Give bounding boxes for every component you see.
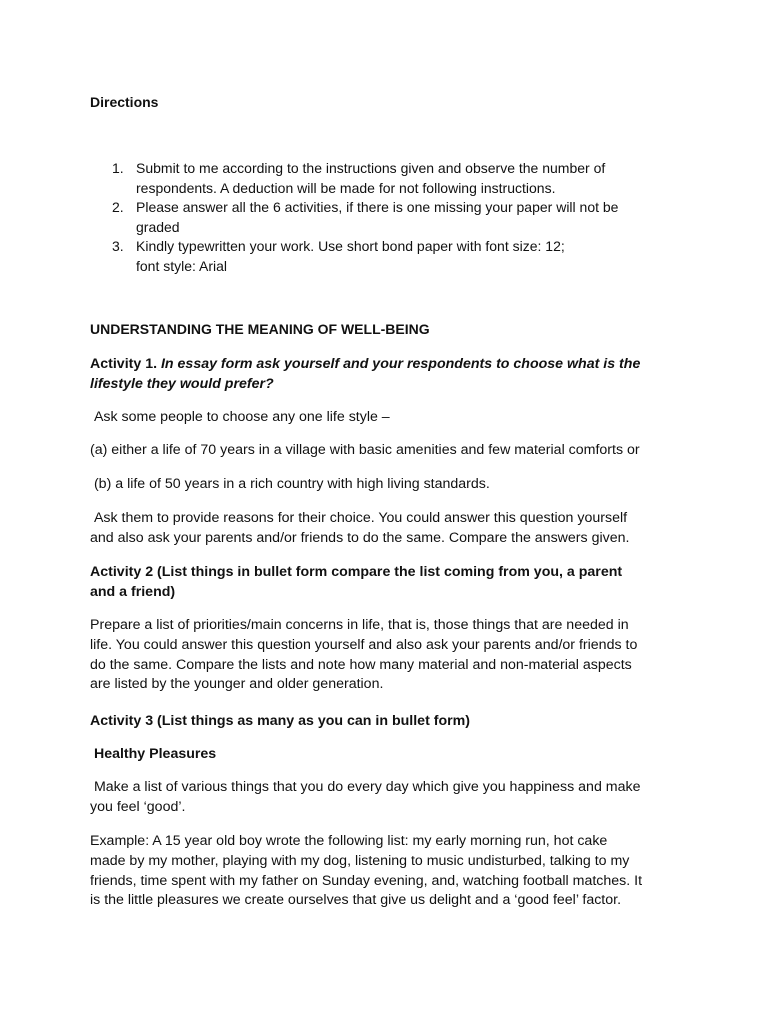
directions-item-1 bbox=[90, 159, 690, 198]
activity-3-title: Activity 3 (List things as many as you can in bullet form) bbox=[90, 713, 470, 729]
directions-item-number: 2. bbox=[112, 199, 124, 215]
activity-1-title bbox=[90, 354, 690, 394]
directions-item-number: 3. bbox=[112, 238, 124, 254]
activity-1-instruction-cont: lifestyle they would prefer? bbox=[90, 376, 274, 392]
section-title: UNDERSTANDING THE MEANING OF WELL-BEING bbox=[90, 321, 430, 337]
activity-3-subtitle: Healthy Pleasures bbox=[93, 746, 217, 762]
directions-item-line: Kindly typewritten your work. Use short bond paper with font size: 12; bbox=[136, 238, 565, 254]
activity-3-paragraph-1: Make a list of various things that you do every day which give you happiness and make you feel ‘good’. bbox=[90, 779, 641, 815]
activity-1-paragraph-3: (b) a life of 50 years in a rich country with high living standards. bbox=[93, 476, 490, 492]
directions-heading: Directions bbox=[90, 94, 159, 110]
directions-item-line: Submit to me according to the instructions given and observe the number of bbox=[136, 160, 606, 176]
directions-item-line: font style: Arial bbox=[136, 257, 228, 274]
directions-item-number: 1. bbox=[112, 160, 124, 176]
activity-1-paragraph-2: (a) either a life of 70 years in a village with basic amenities and few material comforts or bbox=[90, 442, 640, 458]
directions-item-line: respondents. A deduction will be made for not following instructions. bbox=[136, 179, 556, 196]
activity-3-paragraph-2: Example: A 15 year old boy wrote the following list: my early morning run, hot cake made by my mother, playing with my dog, listening to music undisturbed, talking to my friends, time spent with my father on Sunday evening, and, watching football matches. It is the little pleasures we create ourselves that give us delight and a ‘good feel’ factor. bbox=[90, 833, 643, 909]
activity-2-title: Activity 2 (List things in bullet form compare the list coming from you, a parent and a friend) bbox=[90, 564, 623, 600]
directions-item-line: Please answer all the 6 activities, if there is one missing your paper will not be bbox=[136, 199, 619, 215]
activity-1-paragraph-1: Ask some people to choose any one life style – bbox=[93, 409, 390, 425]
activity-1-paragraph-4: Ask them to provide reasons for their choice. You could answer this question yourself and also ask your parents and/or friends to do the same. Compare the answers given. bbox=[90, 510, 630, 546]
directions-item-2 bbox=[90, 198, 690, 237]
directions-item-line: graded bbox=[136, 218, 180, 235]
activity-1-label: Activity 1. bbox=[90, 356, 158, 372]
directions-list bbox=[90, 159, 690, 276]
directions-item-3 bbox=[90, 237, 690, 276]
activity-1-instruction: In essay form ask yourself and your respondents to choose what is the bbox=[160, 356, 641, 372]
activity-2-paragraph: Prepare a list of priorities/main concerns in life, that is, those things that are needed in life. You could answer this question yourself and also ask your parents and/or friends to do the same. Compare the lists and note how many material and non-material aspects are listed by the younger and older generation. bbox=[90, 617, 638, 693]
